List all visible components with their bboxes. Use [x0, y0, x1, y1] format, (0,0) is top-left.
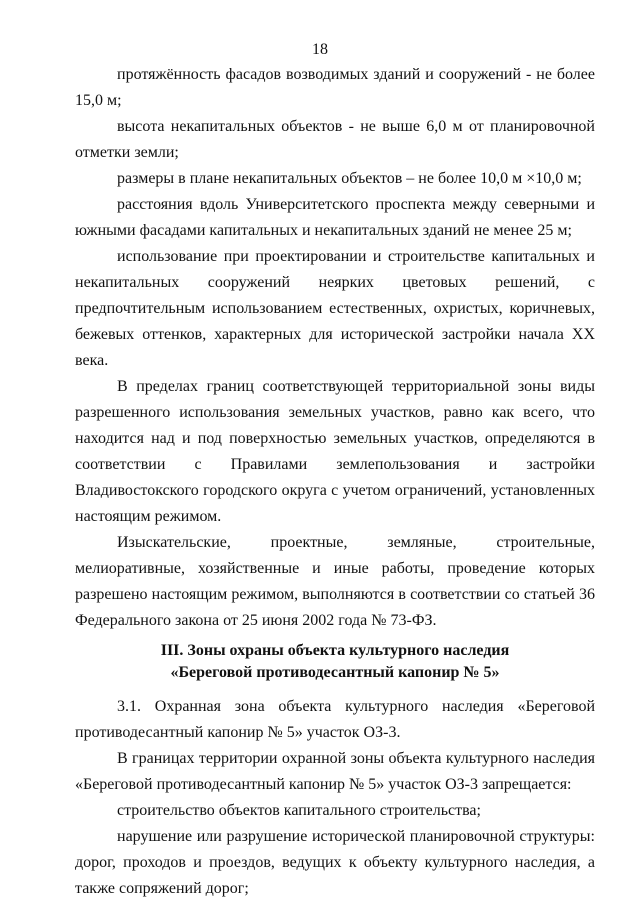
paragraph-prohibited-construction: строительство объектов капитального строительства; [117, 802, 481, 819]
paragraph-facade-length: протяжённость фасадов возводимых зданий и сооружений - не более 15,0 м; [75, 66, 595, 109]
page-number: 18 [312, 41, 328, 58]
paragraph-height-limit: высота некапитальных объектов - не выше 6,0 м от планировочной отметки земли; [75, 118, 595, 161]
paragraph-plan-size: размеры в плане некапитальных объектов – не более 10,0 м ×10,0 м; [117, 170, 582, 187]
paragraph-color-solutions: использование при проектировании и строительстве капитальных и некапитальных сооружений неярких цветовых решений, с предпочтительным использованием естественных, охристых, коричневых, бежевых оттенков, характерных для исторической застройки начала XX века. [75, 248, 595, 369]
paragraph-distance: расстояния вдоль Университетского проспекта между северными и южными фасадами капитальных и некапитальных зданий не менее 25 м; [75, 196, 595, 239]
section-heading-line-1: III. Зоны охраны объекта культурного наследия [160, 642, 510, 659]
section-heading-line-2: «Береговой противодесантный капонир № 5» [170, 664, 500, 681]
paragraph-protection-zone: 3.1. Охранная зона объекта культурного наследия «Береговой противодесантный капонир № 5» участок ОЗ-3. [75, 698, 595, 741]
section-heading [75, 634, 595, 694]
document-body [75, 62, 595, 902]
paragraph-land-use: В пределах границ соответствующей территориальной зоны виды разрешенного использования земельных участков, равно как всего, что находится над и под поверхностью земельных участков, определяются в соответствии с Правилами землепользования и застройки Владивостокского городского округа с учетом ограничений, установленных настоящим режимом. [75, 378, 595, 525]
paragraph-prohibited-intro: В границах территории охранной зоны объекта культурного наследия «Береговой противодесантный капонир № 5» участок ОЗ-3 запрещается: [75, 750, 595, 793]
paragraph-prohibited-disruption: нарушение или разрушение исторической планировочной структуры: дорог, проходов и проездов, ведущих к объекту культурного наследия, а также сопряжений дорог; [75, 828, 595, 897]
paragraph-works: Изыскательские, проектные, земляные, строительные, мелиоративные, хозяйственные и иные работы, проведение которых разрешено настоящим режимом, выполняются в соответствии со статьей 36 Федерального закона от 25 июня 2002 года № 73-ФЗ. [75, 534, 595, 629]
